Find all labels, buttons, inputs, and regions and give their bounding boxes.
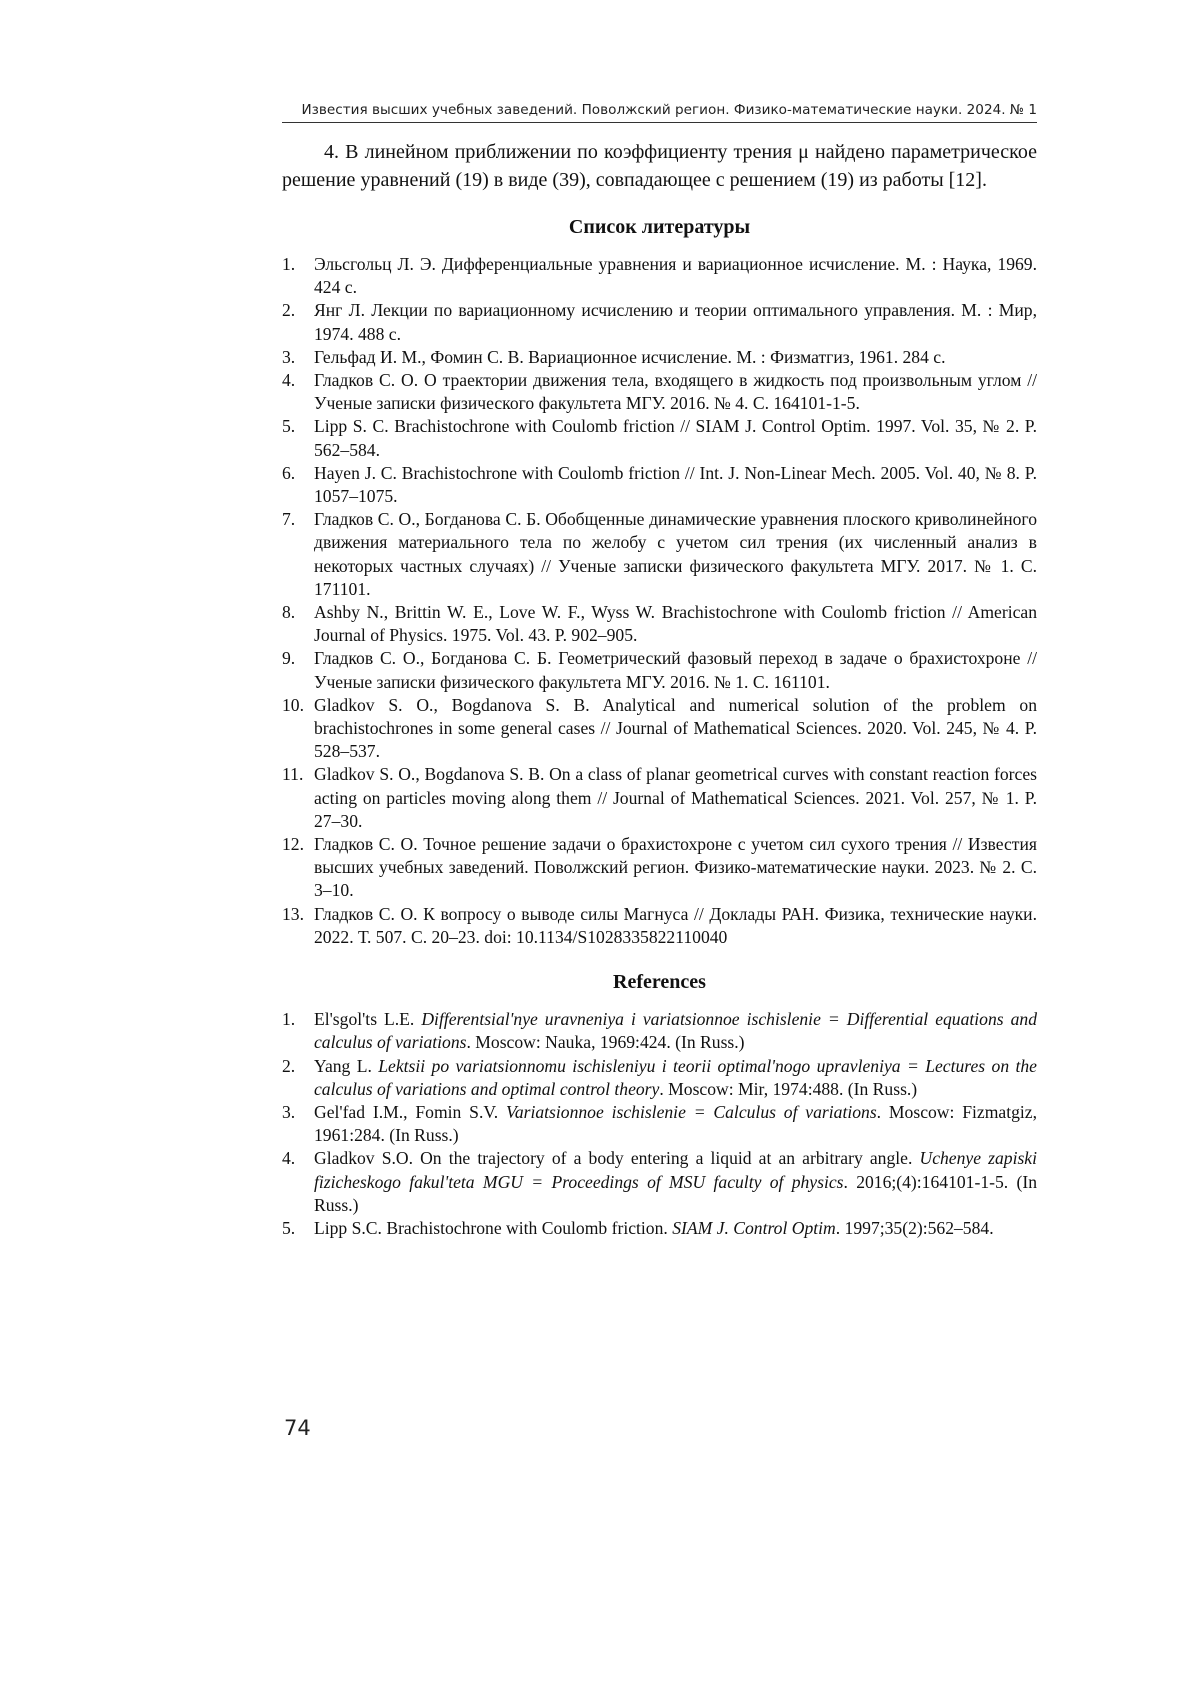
reference-item	[282, 694, 1037, 764]
reference-item	[282, 763, 1037, 833]
reference-item	[282, 369, 1037, 415]
reference-number: 6.	[282, 462, 296, 483]
reference-item	[282, 601, 1037, 647]
reference-item	[282, 1055, 1037, 1101]
reference-details: . Moscow: Mir, 1974:488. (In Russ.)	[659, 1078, 918, 1099]
reference-authors: Lipp S.C. Brachistochrone with Coulomb friction.	[314, 1217, 673, 1238]
reference-number: 3.	[282, 346, 296, 367]
reference-item	[282, 415, 1037, 461]
ru-references-title: Список литературы	[568, 216, 751, 238]
reference-text: Lipp S. C. Brachistochrone with Coulomb friction // SIAM J. Control Optim. 1997. Vol. 35, № 2. P. 562–584.	[314, 416, 1037, 460]
reference-number: 5.	[282, 416, 296, 437]
reference-number: 10.	[282, 694, 304, 715]
conclusion-paragraph: 4. В линейном приближении по коэффициенту трения μ найдено параметрическое решение уравнений (19) в виде (39), совпадающее с решением (19) из работы [12].	[282, 141, 1037, 191]
reference-text: Hayen J. C. Brachistochrone with Coulomb friction // Int. J. Non-Linear Mech. 2005. Vol. 40, № 8. P. 1057–1075.	[314, 462, 1037, 507]
reference-text: Gladkov S. O., Bogdanova S. B. Analytical and numerical solution of the problem on brachistochrones in some general cases // Journal of Mathematical Sciences. 2020. Vol. 245, № 4. P. 528–537.	[314, 694, 1037, 762]
page-content	[282, 138, 1037, 1240]
reference-text	[314, 1055, 1037, 1101]
reference-details: . 2016;(4):164101-1-5. (In Russ.)	[314, 1171, 1037, 1215]
reference-item	[282, 1008, 1037, 1054]
reference-text	[314, 1217, 1037, 1240]
reference-number: 9.	[282, 648, 296, 669]
reference-authors: Yang L.	[314, 1055, 379, 1076]
reference-text: Гельфад И. М., Фомин С. В. Вариационное исчисление. М. : Физматгиз, 1961. 284 с.	[314, 346, 946, 367]
reference-text	[314, 1008, 1037, 1054]
reference-number: 3.	[282, 1101, 296, 1122]
running-header: Известия высших учебных заведений. Поволжский регион. Физико-математические науки. 2024. № 1	[282, 102, 1037, 123]
reference-text	[314, 1101, 1037, 1147]
reference-text: Янг Л. Лекции по вариационному исчислению и теории оптимального управления. М. : Мир, 1974. 488 с.	[314, 300, 1037, 344]
reference-text: Гладков С. О., Богданова С. Б. Геометрический фазовый переход в задаче о брахистохроне // Ученые записки физического факультета МГУ. 2016. № 1. С. 161101.	[314, 648, 1037, 692]
reference-item	[282, 1217, 1037, 1240]
reference-text: Эльсгольц Л. Э. Дифференциальные уравнения и вариационное исчисление. М. : Наука, 1969. 424 с.	[314, 254, 1037, 298]
reference-details: . 1997;35(2):562–584.	[835, 1217, 994, 1238]
reference-number: 1.	[282, 254, 296, 274]
reference-authors: Gel'fad I.M., Fomin S.V.	[314, 1101, 507, 1122]
reference-number: 4.	[282, 370, 296, 391]
reference-number: 13.	[282, 903, 304, 924]
reference-number: 5.	[282, 1217, 296, 1238]
reference-item	[282, 462, 1037, 508]
reference-text: Гладков С. О., Богданова С. Б. Обобщенные динамические уравнения плоского криволинейного движения материального тела по желобу с учетом сил трения (их численный анализ в некоторых частных случаях) // Ученые записки физического факультета МГУ. 2017. № 1. С. 171101.	[314, 509, 1037, 599]
reference-number: 11.	[282, 764, 304, 785]
page-number: 74	[284, 1416, 311, 1440]
reference-item	[282, 833, 1037, 903]
en-references-title: References	[613, 971, 706, 994]
reference-text: Гладков С. О. К вопросу о выводе силы Магнуса // Доклады РАН. Физика, технические науки. 2022. Т. 507. С. 20–23. doi: 10.1134/S1028335822110040	[314, 903, 1037, 947]
reference-item	[282, 299, 1037, 345]
reference-authors: El'sgol'ts L.E.	[314, 1009, 422, 1030]
reference-source-title: Differentsial'nye uravneniya i variatsionnoe ischislenie = Differential equations and calculus of variations	[314, 1009, 1037, 1053]
reference-authors: Gladkov S.O. On the trajectory of a body entering a liquid at an arbitrary angle.	[314, 1148, 920, 1169]
reference-item	[282, 1101, 1037, 1147]
reference-item	[282, 508, 1037, 601]
reference-item	[282, 253, 1037, 299]
reference-item	[282, 647, 1037, 693]
ru-reference-list	[282, 253, 1037, 949]
en-reference-list	[282, 1008, 1037, 1240]
reference-number: 12.	[282, 834, 304, 855]
reference-item	[282, 346, 1037, 369]
reference-number: 8.	[282, 602, 296, 623]
reference-source-title: Variatsionnoe ischislenie = Calculus of variations	[506, 1101, 877, 1122]
reference-source-title: Lektsii po variatsionnomu ischisleniyu i teorii optimal'nogo upravleniya = Lectures on the calculus of variations and optimal control theory	[314, 1055, 1037, 1099]
reference-number: 2.	[282, 1055, 296, 1076]
reference-item	[282, 903, 1037, 949]
reference-source-title: Uchenye zapiski fizicheskogo fakul'teta MGU = Proceedings of MSU faculty of physics	[314, 1148, 1038, 1192]
reference-text: Gladkov S. O., Bogdanova S. B. On a class of planar geometrical curves with constant reaction forces acting on particles moving along them // Journal of Mathematical Sciences. 2021. Vol. 257, № 1. P. 27–30.	[314, 764, 1037, 831]
reference-number: 2.	[282, 300, 296, 321]
reference-number: 1.	[282, 1009, 296, 1030]
reference-text	[314, 1147, 1037, 1217]
reference-number: 4.	[282, 1148, 296, 1169]
reference-text: Гладков С. О. Точное решение задачи о брахистохроне с учетом сил сухого трения // Известия высших учебных заведений. Поволжский регион. Физико-математические науки. 2023. № 2. С. 3–10.	[314, 834, 1037, 901]
reference-details: . Moscow: Nauka, 1969:424. (In Russ.)	[466, 1032, 745, 1053]
reference-item	[282, 1147, 1037, 1217]
reference-text: Ashby N., Brittin W. E., Love W. F., Wyss W. Brachistochrone with Coulomb friction // American Journal of Physics. 1975. Vol. 43. P. 902–905.	[314, 602, 1037, 646]
reference-source-title: SIAM J. Control Optim	[672, 1217, 836, 1238]
reference-details: . Moscow: Fizmatgiz, 1961:284. (In Russ.)	[314, 1101, 1037, 1146]
reference-text: Гладков С. О. О траектории движения тела, входящего в жидкость под произвольным углом // Ученые записки физического факультета МГУ. 2016. № 4. С. 164101-1-5.	[314, 370, 1037, 414]
reference-number: 7.	[282, 509, 296, 530]
